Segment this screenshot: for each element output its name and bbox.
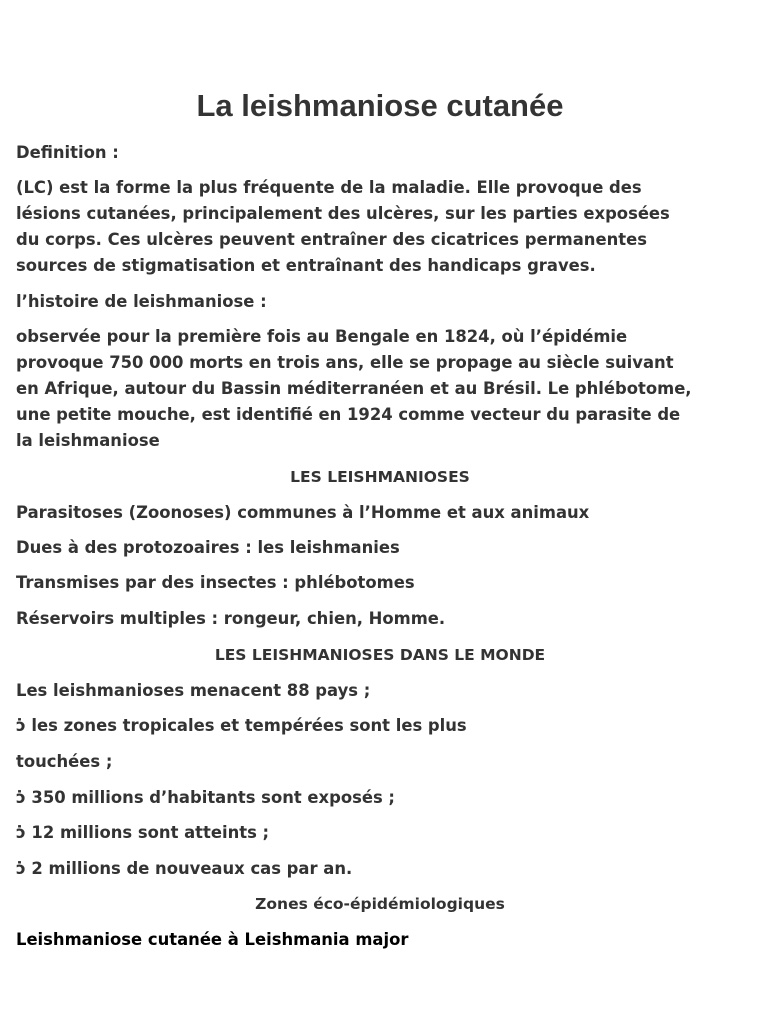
history-line: une petite mouche, est identifié en 1924 comme vecteur du parasite de [16, 405, 681, 424]
section1-item: Transmises par des insectes : phlébotomes [16, 573, 415, 592]
section2-item: ɔ̇ les zones tropicales et tempérées sont les plus [16, 716, 467, 735]
history-line: provoque 750 000 morts en trois ans, elle se propage au siècle suivant [16, 353, 674, 372]
definition-line: du corps. Ces ulcères peuvent entraîner des cicatrices permanentes [16, 230, 647, 249]
section1-item: Dues à des protozoaires : les leishmanies [16, 538, 400, 557]
definition-line: (LC) est la forme la plus fréquente de la maladie. Elle provoque des [16, 178, 642, 197]
section2-item: touchées ; [16, 752, 113, 771]
history-paragraph [16, 324, 746, 454]
history-line: en Afrique, autour du Bassin méditerranéen et au Brésil. Le phlébotome, [16, 379, 692, 398]
history-line: observée pour la première fois au Bengale en 1824, où l’épidémie [16, 327, 628, 346]
page-title: La leishmaniose cutanée [196, 88, 564, 123]
section1-item: Réservoirs multiples : rongeur, chien, Homme. [16, 609, 446, 628]
section2-item: ɔ̇ 350 millions d’habitants sont exposés ; [16, 788, 395, 807]
definition-heading: Definition : [16, 143, 119, 162]
history-heading: l’histoire de leishmaniose : [16, 292, 267, 311]
section1-item: Parasitoses (Zoonoses) communes à l’Homme et aux animaux [16, 503, 590, 522]
definition-paragraph [16, 175, 746, 279]
section2-item: ɔ̇ 12 millions sont atteints ; [16, 823, 270, 842]
history-line: la leishmaniose [16, 431, 160, 450]
section2-item: Les leishmanioses menacent 88 pays ; [16, 681, 371, 700]
definition-line: sources de stigmatisation et entraînant des handicaps graves. [16, 256, 596, 275]
section-heading-zones: Zones éco-épidémiologiques [255, 895, 505, 913]
section-heading-leishmanioses: LES LEISHMANIOSES [290, 468, 470, 486]
section2-item: ɔ̇ 2 millions de nouveaux cas par an. [16, 859, 353, 878]
definition-line: lésions cutanées, principalement des ulcères, sur les parties exposées [16, 204, 670, 223]
section3-subheading: Leishmaniose cutanée à Leishmania major [16, 930, 409, 949]
section-heading-monde: LES LEISHMANIOSES DANS LE MONDE [214, 646, 546, 664]
